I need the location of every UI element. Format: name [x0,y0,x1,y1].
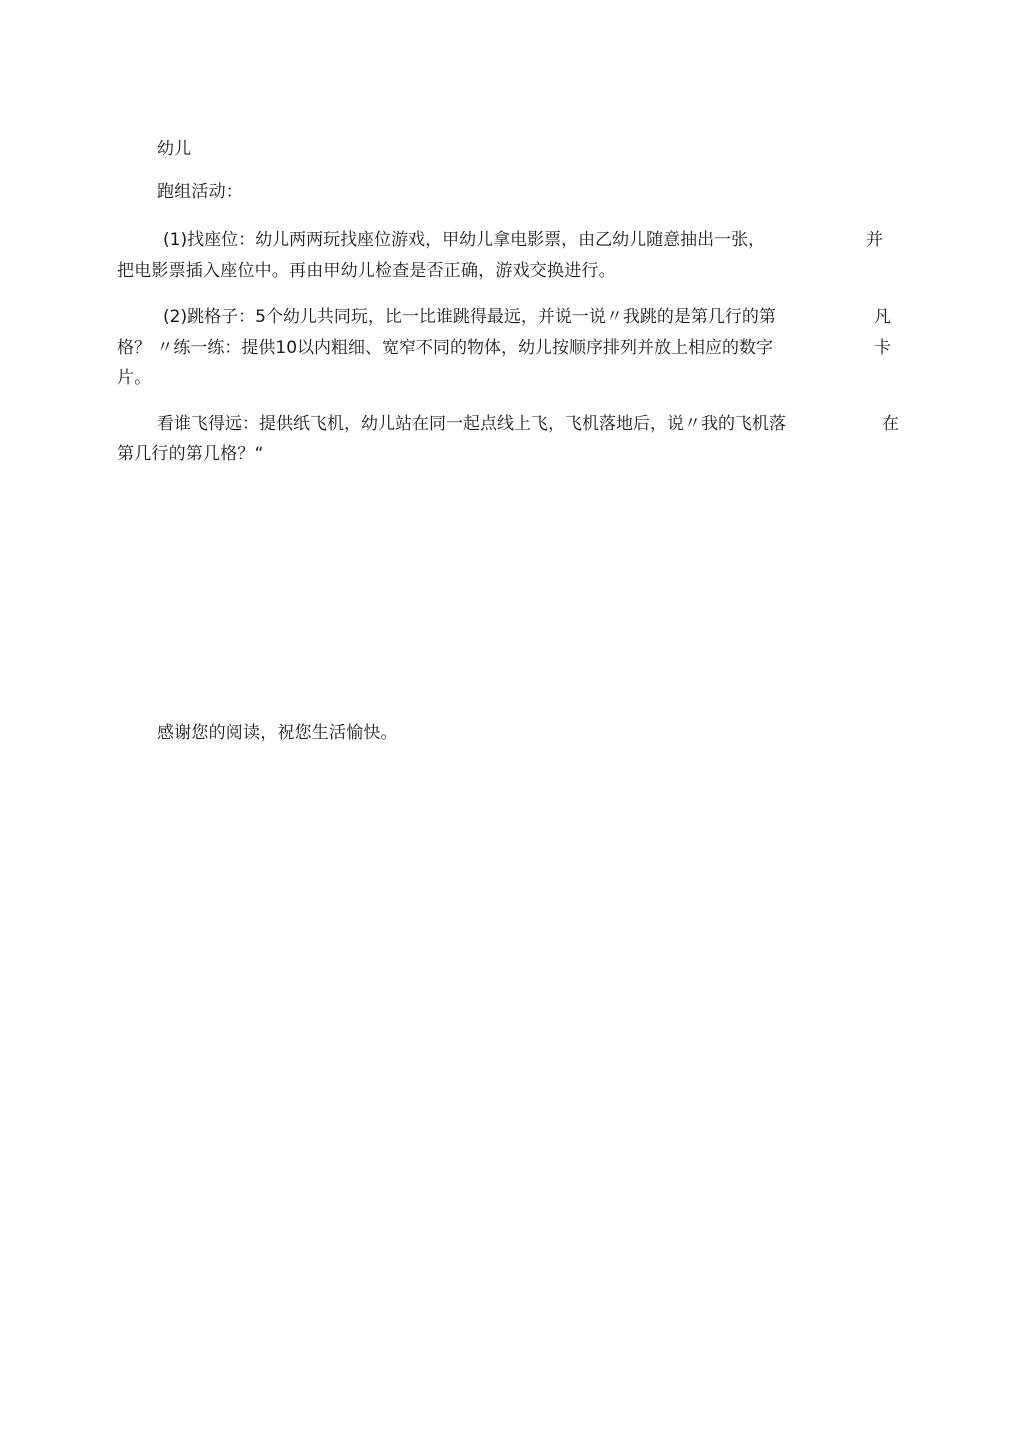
para2-line1 [163,306,891,328]
heading-running-group: 跑组活动： [157,182,243,202]
para3-line1-end: 在 [882,414,899,434]
para2-line1-end: 凡 [874,307,891,327]
para1-line1-text: (1)找座位：幼儿两两玩找座位游戏，甲幼儿拿电影票，由乙幼儿随意抽出一张， [163,230,766,250]
para3-line2: 第几行的第几格？“ [117,444,264,464]
para3-line1 [157,413,899,435]
para1-line1-end: 并 [866,230,883,250]
para2-line3: 片。 [117,368,152,388]
para2-line1-text: (2)跳格子：5个幼儿共同玩，比一比谁跳得最远，并说一说〃我跳的是第几行的第 [163,307,776,327]
para1-line2: 把电影票插入座位中。再由甲幼儿检查是否正确，游戏交换进行。 [117,261,616,281]
heading-child: 幼儿 [157,139,192,159]
para3-line1-text: 看谁飞得远：提供纸飞机，幼儿站在同一起点线上飞，飞机落地后，说〃我的飞机落 [157,414,786,434]
para1-line1 [163,229,883,251]
para2-line2 [117,337,891,359]
closing-thanks: 感谢您的阅读，祝您生活愉快。 [157,723,398,743]
para2-line2-text: 格？ 〃练一练：提供10以内粗细、宽窄不同的物体，幼儿按顺序排列并放上相应的数字 [117,338,774,358]
para2-line2-end: 卡 [874,338,891,358]
